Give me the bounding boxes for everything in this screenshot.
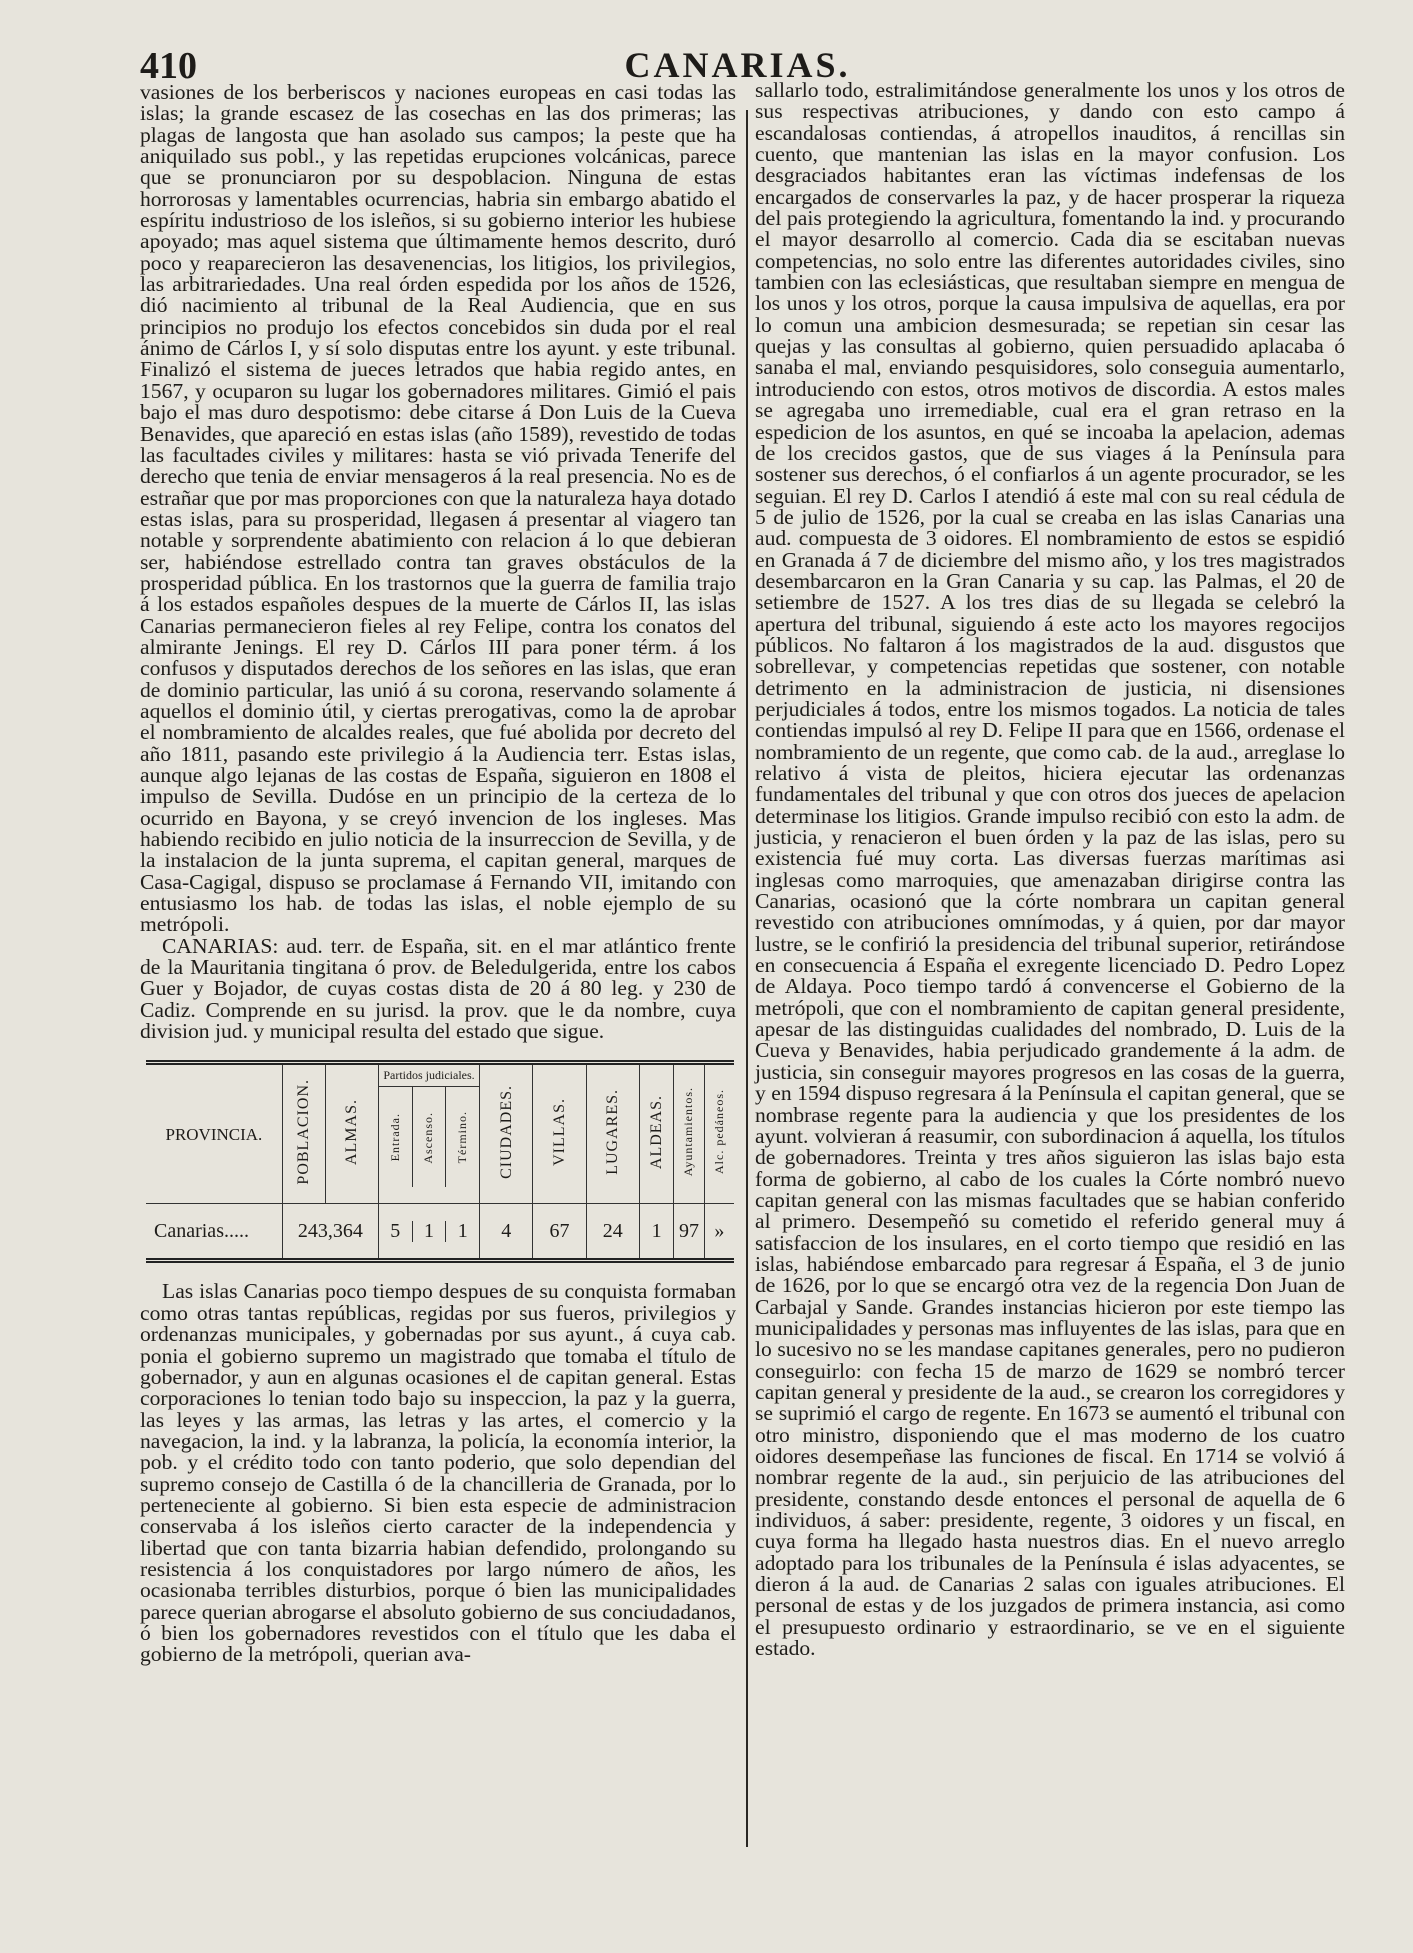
td-lugares: 24 [586, 1204, 639, 1261]
td-aldeas: 1 [639, 1204, 673, 1261]
division-table [146, 1060, 734, 1263]
th-ayuntamientos: Ayuntamientos. [674, 1063, 704, 1204]
td-entrada: 5 [390, 1219, 401, 1242]
td-ayuntamientos: 97 [674, 1204, 704, 1261]
th-lugares: LUGARES. [586, 1063, 639, 1204]
right-paragraph-1: sallarlo todo, estralimitándose generalmente los unos y los otros de sus respectivas atribuciones, y dando con esto campo á escandalosas contiendas, á atropellos inauditos, á rencillas sin cuento, que mantenian las islas en la mayor confusion. Los desgraciados habitantes eran las víctimas indefensas de los encargados de conservarles la paz, y de hacer prosperar la riqueza del pais protegiendo la agricultura, fomentando la ind. y procurando el mayor desarrollo al comercio. Cada dia se escitaban nuevas competencias, no solo entre las diferentes autoridades civiles, sino tambien con las eclesiásticas, que resultaban siempre en mengua de los unos y los otros, porque la causa impulsiva de aquellas, era por lo comun una ambicion desmesurada; se repetian sin cesar las quejas y las consultas al gobierno, quien persuadido aplacaba ó sanaba el mal, enviando pesquisidores, solo conseguia aumentarlo, introduciendo con estos, otros motivos de discordia. A estos males se agregaba uno irremediable, cual era el gran retraso en la espedicion de los asuntos, en qué se incoaba la apelacion, ademas de los crecidos gastos, que de sus viages á la Península para sostener sus derechos, ó el confiarlos á un agente procurador, se les seguian. El rey D. Carlos I atendió á este mal con su real cédula de 5 de julio de 1526, por la cual se creaba en las islas Canarias una aud. compuesta de 3 oidores. El nombramiento de estos se espidió en Granada á 7 de diciembre del mismo año, y los tres magistrados desembarcaron en la Gran Canaria y su cap. las Palmas, el 20 de setiembre de 1527. A los tres dias de su llegada se celebró la apertura del tribunal, siguiendo á este acto los mayores regocijos públicos. No faltaron á los magistrados de la aud. disgustos que sobrellevar, y competencias repetidas que sostener, con notable detrimento en la administracion de justicia, ni disensiones perjudiciales á todos, entre los mismos togados. La noticia de tales contiendas impulsó al rey D. Felipe II para que en 1566, ordenase el nombramiento de un regente, que como cab. de la aud., arreglase lo relativo á vista de pleitos, hiciera ejecutar las ordenanzas fundamentales del tribunal y que con otros dos jueces de apelacion determinase los litigios. Grande impulso recibió con esto la adm. de justicia, y renacieron el buen órden y la paz de las islas, pero su existencia fué muy corta. Las diversas fuerzas marítimas asi inglesas como marroquies, que amenazaban dirigirse contra las Canarias, ocasionó que la córte nombrara un capitan general revestido con atribuciones omnímodas, y á quien, por dar mayor lustre, se le confirió la presidencia del tribunal superior, retirándose en consecuencia á España el exregente licenciado D. Pedro Lopez de Aldaya. Poco tiempo tardó á convencerse el Gobierno de la metrópoli, que con el nombramiento de capitan general presidente, apesar de las distinguidas cualidades del nombrado, D. Luis de la Cueva y Benavides, habia perjudicado grandemente á la adm. de justicia, sin conseguir mayores progresos en las cosas de la guerra, y en 1594 dispuso regresara á la Península el capitan general, que se nombrase regente para la audiencia y que los presidentes de los ayunt. volvieran á reasumir, con subordinacion á aquella, los títulos de gobernadores. Treinta y tres años siguieron las islas bajo esta forma de gobierno, al cabo de los cuales la Córte nombró nuevo capitan general con las mismas facultades que se habian conferido al primero. Desempeñó su cometido el referido general muy á satisfaccion de los insulares, en el corto tiempo que residió en las islas, habiéndose embarcado para regresar á España, el 3 de junio de 1626, por lo que se encargó otra vez de la regencia Don Juan de Carbajal y Sande. Grandes instancias hicieron por este tiempo las municipalidades y personas mas influyentes de las islas, para que en lo sucesivo no se les mandase capitanes generales, pero no pudieron conseguirlo: con fecha 15 de marzo de 1629 se nombró tercer capitan general y presidente de la aud., se crearon los corregidores y se suprimió el cargo de regente. En 1673 se aumentó el tribunal con otro ministro, disponiendo que el mas moderno de los cuatro oidores desempeñase las funciones de fiscal. En 1714 se volvió á nombrar regente de la aud., sin perjuicio de las atribuciones del presidente, constando desde entonces el personal de aquella de 6 individuos, á saber: presidente, regente, 3 oidores y un fiscal, en cuya forma ha llegado hasta nuestros dias. En el nuevo arreglo adoptado para los tribunales de la Península é islas adyacentes, se dieron á la aud. de Canarias 2 salas con iguales atribuciones. El personal de estas y de los juzgados de primera instancia, asi como el presupuesto ordinario y estraordinario, se ve en el siguiente estado. [755, 78, 1345, 1661]
th-ascenso: Ascenso. [421, 1111, 436, 1164]
left-paragraph-3: Las islas Canarias poco tiempo despues de su conquista formaban como otras tantas repúblicas, regidas por sus fueros, privilegios y ordenanzas municipales, y gobernadas por sus ayunt., á cuya cab. ponia el gobierno supremo un magistrado que tomaba el título de gobernador, y aun en algunas ocasiones el de capitan general. Estas corporaciones lo tenian todo bajo su inspeccion, la paz y la guerra, las leyes y las armas, las letras y las artes, el comercio y la navegacion, la ind. y la labranza, la policía, la economía interior, la pob. y el crédito todo con tanto poderio, que solo dependian del supremo consejo de Castilla ó de la chancilleria de Granada, por lo perteneciente al gobierno. Si bien esta especie de administracion conservaba á los isleños cierto caracter de la independencia y libertad que con tanta bizarria habian defendido, prolongando su resistencia á los conquistadores por largo número de años, les ocasionaba terribles disturbios, porque ó bien las municipalidades parece querian abrogarse el absoluto gobierno de sus conciudadanos, ó bien los gobernadores revestidos con el título que les daba el gobierno de la metrópoli, querian ava- [140, 1279, 736, 1667]
table-row [146, 1204, 734, 1261]
right-column [755, 80, 1345, 1659]
th-partidos: Partidos judiciales. Entrada. Ascenso. Término. [378, 1063, 479, 1204]
td-villas: 67 [533, 1204, 586, 1261]
th-provincia: PROVINCIA. [146, 1063, 282, 1204]
td-almas: 243,364 [282, 1204, 378, 1261]
th-entrada: Entrada. [387, 1113, 402, 1162]
th-ciudades: CIUDADES. [480, 1063, 533, 1204]
td-ascenso: 1 [412, 1221, 446, 1242]
running-title: CANARIAS. [624, 45, 851, 85]
table-header-row [146, 1063, 734, 1204]
td-ciudades: 4 [480, 1204, 533, 1261]
th-aldeas: ALDEAS. [639, 1063, 673, 1204]
td-termino: 1 [445, 1221, 479, 1242]
column-rule [746, 110, 748, 1847]
th-almas: ALMAS. [325, 1063, 378, 1204]
th-poblacion: POBLACION. [282, 1063, 325, 1204]
left-paragraph-2: CANARIAS: aud. terr. de España, sit. en el mar atlántico frente de la Mauritania tingitana ó prov. de Beledulgerida, entre los cabos Guer y Bojador, de cuyas costas dista de 20 á 80 leg. y 230 de Cadiz. Comprende en su jurisd. la prov. que le da nombre, cuya division jud. y municipal resulta del estado que sigue. [140, 933, 736, 1044]
page-number: 410 [140, 45, 197, 87]
left-column [140, 82, 736, 1666]
th-villas: VILLAS. [533, 1063, 586, 1204]
th-termino: Término. [455, 1111, 470, 1164]
td-pedaneos: » [704, 1204, 734, 1261]
th-pedaneos: Alc. pedáneos. [704, 1063, 734, 1204]
td-provincia: Canarias..... [154, 1219, 249, 1242]
left-paragraph-1: vasiones de los berberiscos y naciones europeas en casi todas las islas; la grande escasez de las cosechas en las dos primeras; las plagas de langosta que han asolado sus campos; la peste que ha aniquilado sus pobl., y las repetidas erupciones volcánicas, parece que se pronunciaron por su despoblacion. Ninguna de estas horrorosas y lamentables ocurrencias, habria sin embargo abatido el espíritu industrioso de los isleños, si su gobierno interior les hubiese apoyado; mas aquel sistema que últimamente hemos descrito, duró poco y reaparecieron las desavenencias, los litigios, los privilegios, las arbitrariedades. Una real órden espedida por los años de 1526, dió nacimiento al tribunal de la Real Audiencia, que en sus principios no produjo los efectos concebidos sin duda por el real ánimo de Cárlos I, y sí solo disputas entre los ayunt. y este tribunal. Finalizó el sistema de jueces letrados que habia regido antes, en 1567, y ocuparon su lugar los gobernadores militares. Gimió el pais bajo el mas duro despotismo: debe citarse á Don Luis de la Cueva Benavides, que apareció en estas islas (año 1589), revestido de todas las facultades civiles y militares: hasta se vió privada Tenerife del derecho que tenia de enviar mensageros á la real presencia. No es de estrañar que por mas proporciones con que la naturaleza haya dotado estas islas, para su prosperidad, llegasen á presentar al viagero tan notable y sorprendente abatimiento con relacion á lo que debieran ser, habiéndose estrellado contra tan graves obstáculos de la prosperidad pública. En los trastornos que la guerra de familia trajo á los estados españoles despues de la muerte de Cárlos II, las islas Canarias permanecieron fieles al rey Felipe, contra los conatos del almirante Jenings. El rey D. Cárlos III para poner térm. á los confusos y disputados derechos de los señores en las islas, que eran de dominio particular, las unió á su corona, reservando solamente á aquellos el dominio útil, y ciertas prerogativas, como la de aprobar el nombramiento de alcaldes reales, que fué abolida por decreto del año 1811, pasando este privilegio á la Audiencia terr. Estas islas, aunque algo lejanas de las costas de España, siguieron en 1808 el impulso de Sevilla. Dudóse en un principio de la certeza de lo ocurrido en Bayona, y se creyó invencion de los ingleses. Mas habiendo recibido en julio noticia de la insurreccion de Sevilla, y de la instalacion de la junta suprema, el capitan general, marques de Casa-Cagigal, dispuso se proclamase á Fernando VII, imitando con entusiasmo los hab. de todas las islas, el noble ejemplo de su metrópoli. [140, 80, 736, 937]
